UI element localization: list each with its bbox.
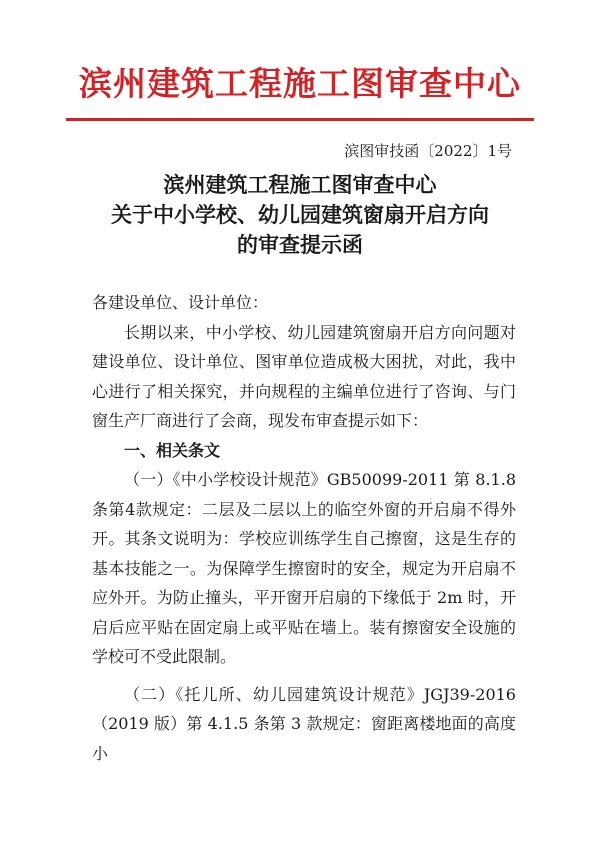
- clause-2-paragraph: （二）《托儿所、幼儿园建筑设计规范》JGJ39-2016（2019 版）第 4.1.5 条第 3 款规定：窗距离楼地面的高度小: [92, 684, 516, 763]
- clause-1-paragraph: （一）《中小学校设计规范》GB50099-2011 第 8.1.8 条第4款规定：二层及二层以上的临空外窗的开启扇不得外开。其条文说明为：学校应训练学生自己擦窗，这是生存的基本技能之一。为保障学生擦窗时的安全，规定为开启扇不应外开。为防止撞头，平开窗开启扇的下缘低于 2m 时，开启后应平贴在固定扇上或平贴在墙上。装有擦窗安全设施的学校可不受此限制。: [92, 470, 516, 666]
- salutation: 各建设单位、设计单位：: [92, 293, 269, 312]
- title-line-2: 关于中小学校、幼儿园建筑窗扇开启方向: [111, 202, 489, 227]
- letterhead-org-name: 滨州建筑工程施工图审查中心: [79, 64, 521, 103]
- document-number: 滨图审技函〔2022〕1号: [344, 142, 512, 160]
- intro-paragraph: 长期以来，中小学校、幼儿园建筑窗扇开启方向问题对建设单位、设计单位、图审单位造成极大困扰，对此，我中心进行了相关探究，并向规程的主编单位进行了咨询、与门窗生产厂商进行了会商，现发布审查提示如下：: [92, 322, 516, 430]
- document-body: [92, 288, 516, 768]
- letterhead-red-rule: [66, 118, 534, 121]
- title-line-1: 滨州建筑工程施工图审查中心: [163, 172, 437, 197]
- title-line-3: 的审查提示函: [237, 232, 363, 257]
- section-heading-1: 一、相关条文: [124, 440, 221, 460]
- document-title: [0, 170, 600, 260]
